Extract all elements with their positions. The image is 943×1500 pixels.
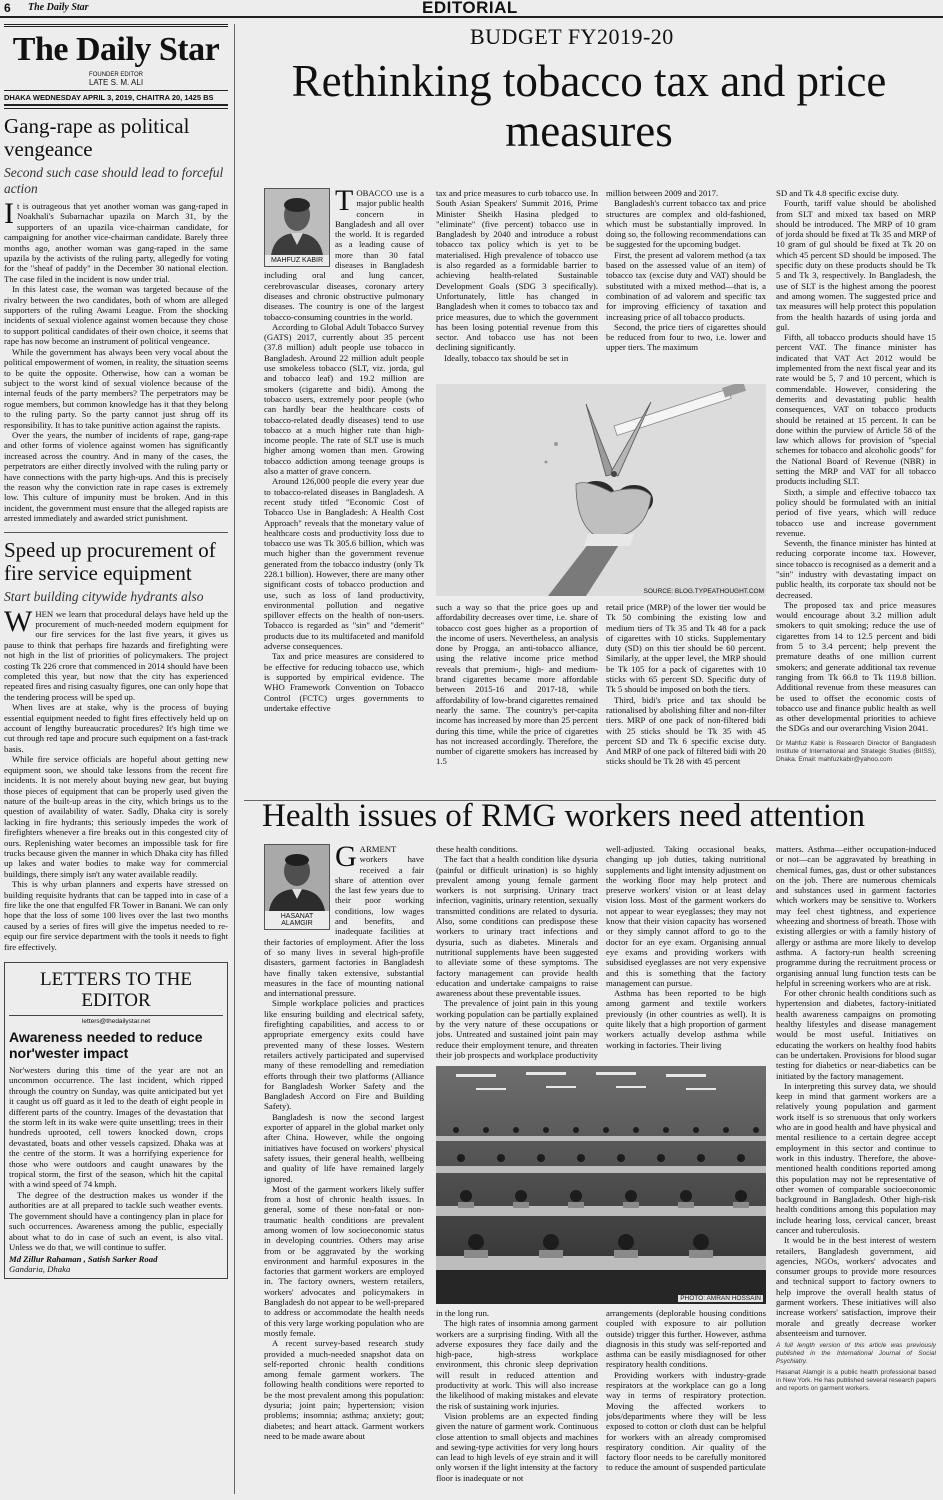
article-column	[264, 188, 424, 793]
article-paragraph: Bangladesh is now the second largest exporter of apparel in the global market only after China. However, while the ongoing initiatives have focused on workers' physical safety issues, their general health, wellbeing and quality of life have remained largely ignored.	[264, 1111, 424, 1184]
letters-box	[4, 962, 228, 1279]
article-paragraph: Ideally, tobacco tax should be set in	[444, 352, 569, 363]
portrait-icon	[265, 845, 329, 911]
article-paragraph: Second, the price tiers of cigarettes should be reduced from four to two, i.e. lower and upper tiers. The maximum	[606, 321, 766, 353]
page-number: 6	[4, 1, 11, 15]
article-column	[436, 1308, 598, 1494]
letter-paragraph: The degree of the destruction makes us wonder if the authorities are at all prepared to tackle such weather events. The government should have a contingency plan in place for such occurrences. Awareness among the public, especially about what to do in case of such an event, is also vital. Unless we do that, we will continue to suffer.	[9, 1189, 223, 1252]
article-paragraph: GARMENT workers have received a fair share of attention over the last few years due to their poor working conditions, low wages and benefits, and inadequate facilities at their factories of employment. After the loss of so many lives in several high-profile disasters, garment factories in Bangladesh have finally taken extensive, substantial measures in the face of mounting national and international pressure.	[264, 844, 424, 999]
letter-paragraph: Nor'westers during this time of the year are not an uncommon occurrence. The last incident, which ripped through the country on Sunday, was quite anticipated but yet it caught us off guard as it led to the death of eight people in different parts of the country. Images of the devastation that the storm left in its wake were quite unsettling; trees in their hundreds uprooted, cell towers knocked down, crops devastated, boats and other vessels capsized. Dhaka was at the centre of the storm. It was a horrifying experience for those who were outdoors and caught unawares by the tropical storm, the first of the season, which hit the capital with a wind speed of 74 kmph.	[9, 1065, 223, 1190]
article-paragraph: First, the present ad valorem method (a tax based on the assessed value of an item) of tobacco tax (excise duty and VAT) should be substituted with a mixed method—that is, a combination of ad valorem and specific tax for improving efficiency of taxation and increasing price of all tobacco products.	[606, 249, 766, 322]
article-paragraph: tax and price measures to curb tobacco use. In South Asian Speakers' Summit 2016, Prime Minister Sheikh Hasina pledged to "eliminate" (five percent) tobacco use in Bangladesh by 2040 and introduce a robust tobacco tax policy which is yet to be materialised. High prevalence of tobacco use is also regarded as a formidable barrier to achieving health-related Sustainable Development Goals (SDG 3 specifically). Unfortunately, little has changed in Bangladesh when it comes to tobacco tax and price measures, due to which the government has been losing potential revenue from this sector. And tobacco use has not been declining significantly.	[436, 188, 598, 353]
article-column	[606, 1308, 766, 1494]
article-column	[606, 188, 766, 380]
article-paragraph: retail price (MRP) of the lower tier would be Tk 50 combining the existing low and medium tiers of Tk 35 and Tk 48 for a pack of cigarettes with 10 sticks. Supplementary duty (SD) on this tier should be 60 percent. Similarly, at the upper level, the MRP should be Tk 105 for a pack of cigarettes with 10 sticks with 65 percent SD. Specific duty of Tk 5 should be imposed on both the tiers.	[606, 602, 766, 695]
article-paragraph: Seventh, the finance minister has hinted at reducing corporate income tax. However, since tobacco is recognised as a demerit and a "sin" industry with devastating impact on public health, its corporate tax should not be decreased.	[776, 538, 936, 600]
masthead	[4, 24, 228, 109]
letter-body	[9, 1065, 223, 1252]
article-footnote: A full length version of this article was previously published in the International Journal of Social Psychiatry.	[776, 1342, 936, 1366]
author-tagline: Dr Mahfuz Kabir is Research Director of Bangladesh Institute of International and Strategic Studies (BIISS), Dhaka. Email: mahfuzkabir@yahoo.com	[776, 739, 936, 763]
author-bio: Hasanat Alamgir is a public health professional based in New York. He has published several research papers and reports on garment workers.	[776, 1369, 936, 1393]
author-photo	[265, 189, 329, 255]
article-paragraph: Around 126,000 people die every year due to tobacco-related diseases in Bangladesh. A recent study titled "Economic Cost of Tobacco Use in Bangladesh: A Health Cost Approach" reveals that the monetary value of healthcare costs and productivity loss due to tobacco use was Tk 305.6 billion, which was much higher than the government revenue generated from the tobacco industry (only Tk 228.1 billion). However, there are many other significant costs of tobacco production and use, such as loss of land productivity, environmental pollution and negative spillover effects on the health of non-users. Tobacco is regarded as "sin" and "demerit" products due to its multifaceted and manifold adverse consequences.	[264, 476, 424, 652]
article-paragraph: Most of the garment workers likely suffer from a host of chronic health issues. In general, some of these non-fatal or non-traumatic health conditions are prevalent among women of low socioeconomic status in developing countries. Others may arise from or be aggravated by the working environment and harmful exposures in the factories that garment workers are employed in. The factory owners, western retailers, workers' advocates and policymakers in Bangladesh do not appear to be well-prepared to address or accommodate the health needs of this very large working population who are mostly female.	[264, 1183, 424, 1338]
article-paragraph: Fifth, all tobacco products should have 15 percent VAT. The finance minister has indicated that VAT Act 2012 would be implemented from the next fiscal year and its rate would be 5, 7 and 10 percent, which is commendable. However, considering the demerits and devastating public health consequences, VAT on tobacco products should be retained at 15 percent. It can be done within the purview of Article 58 of the law which allows for provision of "special schemes for tobacco and alcoholic goods" for the National Board of Revenue (NBR) in setting the MRP and VAT for all tobacco products including SLT.	[776, 332, 936, 487]
letters-title: LETTERS TO THE EDITOR	[9, 963, 223, 1016]
section-label: EDITORIAL	[422, 0, 518, 17]
masthead-logo: The Daily Star	[12, 31, 220, 68]
article-column	[436, 844, 598, 1060]
illustration-credit: SOURCE: BLOG.TYPEATHOUGHT.COM	[643, 588, 764, 595]
founder-name: LATE S. M. ALI	[88, 78, 144, 87]
article-paragraph: such a way so that the price goes up and affordability decreases over time, i.e. share of tobacco cost goes higher as a proportion of the income of users. Nevertheless, an analysis done by Progga, an anti-tobacco alliance, using the relative income price method reveals that premium-, high- and medium-brand cigarettes became more affordable between 2015-16 and 2017-18, while affordability of low-brand cigarettes remained nearly the same. The country's per-capita income has increased by more than 25 percent during this time, while the price of cigarettes has not increased accordingly. Therefore, the number of cigarette smokers has increased by 1.5	[436, 602, 598, 767]
editorial-headline: Gang-rape as political vengeance	[4, 114, 190, 161]
letter-headline: Awareness needed to reduce nor'wester impact	[9, 1029, 203, 1061]
dropcap: T	[335, 188, 354, 217]
article-paragraph: The proposed tax and price measures would encourage about 3.2 million adult smokers to quit smoking; reduce the use of cigarettes from 14 to 12.5 percent and bidi from 5 to 3.4 percent; help prevent the premature deaths of one million current smokers; and generate additional tax revenue ranging from Tk 66.8 to Tk 119.8 billion. Additional revenue from these measures can be used to offset the economic costs of tobacco use and finance public health as well as other developmental priorities to achieve the SDGs and our overarching Vision 2041.	[776, 599, 936, 734]
article-column	[606, 844, 766, 1060]
illustration-cigarette-scissors	[436, 384, 766, 596]
dropcap: I	[4, 197, 14, 230]
photo-credit: PHOTO: AMRAN HOSSAIN	[680, 1295, 761, 1302]
author-box	[264, 844, 330, 930]
article-paragraph: Sixth, a simple and effective tobacco tax policy should be formulated with an initial period of five years, which will reduce tobacco use and increase government revenue.	[776, 486, 936, 538]
article-paragraph: According to Global Adult Tobacco Survey (GATS) 2017, currently about 35 percent (37.8 million) adult people use tobacco in Bangladesh. Around 22 million adult people use smokeless tobacco (SLT, viz. jorda, gul and tobacco leaf) and 19.2 million are smokers (cigarette and bidi). Among the tobacco users, extremely poor people (who can hardly bear the healthcare costs of tobacco-related deadly diseases) tend to use tobacco at a much higher rate than high-income people. The rate of SLT use is much higher among women than men. Growing tobacco addiction among teenage groups is also a matter of grave concern.	[264, 321, 424, 477]
article-paragraph: It would be in the best interest of western retailers, Bangladesh government, aid agencies, NGOs, workers' advocates and consumer groups to provide more resources and technical support to factory owners to help improve the overall health status of garment workers. These initiatives will also increase workers' satisfaction, improve their morale and greatly decrease worker absenteeism and turnover.	[776, 1235, 936, 1338]
editorial-headline: Speed up procurement of fire service equipment	[4, 537, 216, 585]
article-column	[436, 188, 598, 380]
scissors-cutting-cigarette-icon	[436, 384, 766, 596]
editorial-subhead: Second such case should lead to forceful action	[4, 165, 224, 196]
article-headline: Health issues of RMG workers need attention	[262, 798, 866, 834]
article-paragraph: Tax and price measures are considered to be effective for reducing tobacco use, which is supported by empirical evidence. The WHO Framework Convention on Tobacco Control (FCTC) urges governments to undertake effective	[264, 651, 424, 713]
dateline: DHAKA WEDNESDAY APRIL 3, 2019, CHAITRA 20, 1425 BS	[4, 90, 228, 106]
article-paragraph: Simple workplace policies and practices like ensuring building and electrical safety, firefighting capabilities, and access to or appropriate emergency exits could have prevented many of these losses. Western retailers actively participated and supervised many of these remodelling and remediation efforts through their two platforms (Alliance for Bangladesh Worker Safety and the Bangladesh Accord on Fire and Building Safety).	[264, 998, 424, 1112]
article-column	[776, 188, 936, 793]
article-headline: Rethinking tobacco tax and price measures	[291, 56, 887, 156]
editorial-paragraph: Over the years, the number of incidents of rape, gang-rape and other forms of violence against women has significantly increased across the country. And in many of the cases, the perpetrators are either directly involved with the ruling party or have connections with the party high-ups. And this is precisely the reason why the conviction rate in rape cases is extremely low. This culture of impunity must be broken. And in this incident, the government must ensure that the alleged rapists are arrested immediately and awarded strict punishment.	[4, 429, 228, 524]
article-column	[264, 844, 424, 1494]
header-paper-name: The Daily Star	[28, 2, 89, 13]
letter-signature: Md Zillur Rahaman , Satish Sarker Road	[9, 1254, 158, 1265]
article-column	[436, 602, 598, 794]
editorial-paragraph: This is why urban planners and experts have stressed on building requisite hydrants that can be tapped into in case of a fire like the one that engulfed FR Tower in Banani. We can only hope that the loss of some 100 lives over the last two months caused by a series of fires will give the impetus needed to re-equip our fire service department with the tools it needs to fight fire effectively.	[4, 879, 228, 952]
author-name: HASANAT ALAMGIR	[265, 911, 329, 929]
article-paragraph: For other chronic health conditions such as hypertension and diabetes, factory-initiated health awareness campaigns on promoting healthy lifestyles and disease management would be most useful. Initiatives on educating the workers on healthy food habits can be undertaken. Provisions for blood sugar testing for diabetics or near-diabetics can be initiated by the factory management.	[776, 988, 936, 1081]
article-paragraph: In interpreting this survey data, we should keep in mind that garment workers are a relatively young population and garment work itself is so strenuous that only workers who are in good health and have physical and mental resilience to a certain degree accept employment in this sector and continue to work in this industry. Therefore, the above-mentioned health conditions reported among this population may not be representative of other women of comparable socioeconomic background in Bangladesh. Other high-risk health conditions among this population may include hearing loss, cervical cancer, breast cancer and tuberculosis.	[776, 1080, 936, 1235]
article-paragraph: TOBACCO use is a major public health concern in Bangladesh and all over the world. It is regarded as a leading cause of more than 30 fatal diseases in Bangladesh including oral and lung cancer, cerebrovascular diseases, coronary artery diseases and chronic obstructive pulmonary diseases. The country is one of the largest tobacco-consuming countries in the world.	[264, 188, 424, 322]
founder-label: FOUNDER EDITOR	[89, 72, 143, 78]
letter-place: Gandaria, Dhaka	[9, 1264, 71, 1275]
article-paragraph: in the long run.	[436, 1308, 490, 1318]
article-paragraph: The prevalence of joint pain in this young working population can be partially explained by the very nature of these occupations or jobs. Untreated and sustained joint pain may reduce their employment tenure, and threaten their job prospects and workplace productivity	[436, 998, 598, 1060]
editorial-paragraph: It is outrageous that yet another woman was gang-raped in Noakhali's Subarnachar upazila on March 31, by the supporters of an upazila vice-chairman candidate, for campaigning for another vice-chairman candidate. Barely three months ago, another woman was gang-raped in the same upazila by the activists of the ruling party, allegedly for voting for the "sheaf of paddy" in the December 30 national election. The case filed in the incident is now under trial.	[4, 197, 228, 284]
article-paragraph: Third, bidi's price and tax should be rationalised by abolishing filter and non-filter tiers. MRP of one pack of non-filtered bidi with 25 sticks should be Tk 35 with 45 percent SD and Tk 6 specific excise duty. And MRP of one pack of filtered bidi with 20 sticks should be Tk 28 with 45 percent	[606, 694, 766, 767]
article-paragraph: matters. Asthma—either occupation-induced or not—can be aggravated by breathing in chemical fumes, gas, dust or other substances on the job. There are numerous chemicals and substances used in garment factories which workers may be sensitive to. Workers may feel chest tightness, and experience wheezing and shortness of breath. Those with existing allergies or with a family history of allergy or asthma are more likely to develop asthma. A factory-run health screening programme during the recruitment process or organising annual lung function tests can be helpful in screening workers who are at risk.	[776, 844, 936, 988]
garment-factory-icon	[436, 1066, 766, 1304]
article-paragraph: these health conditions.	[436, 844, 518, 854]
factory-floor-photo	[436, 1066, 766, 1304]
article-paragraph: million between 2009 and 2017.	[606, 188, 719, 198]
author-box	[264, 188, 330, 267]
editorial-paragraph: While the government has always been very vocal about the political empowerment of women, in reality, the situation seems to be quite the opposite. Otherwise, how can a woman be subject to the worst kind of sexual violence because of the internal feuds of the party members? The perpetrators may be rogue members, but common knowledge has it that they belong to the ruling party. So the party cannot just shrug off its responsibility. It has to take punitive action against the rapists.	[4, 346, 228, 430]
editorial-paragraph: While fire service officials are hopeful about getting new equipment soon, we should take lessons from the recent fire incidents. It is not merely about buying new gear, but buying those pieces of equipment that can be properly used given the nature of the built-up areas in the city, which brings us to the question of availability of water. Sadly, Dhaka city is sorely lacking in fire hydrants; this seriously impedes the work of firefighters whenever a fire breaks out in this congested city of ours. Replenishing water becomes an impossible task for fire trucks because given the manner in which Dhaka city has filled up lakes and water bodies to make way for commercial buildings, there simply isn't any water available readily.	[4, 754, 228, 879]
editorial-body	[4, 197, 228, 524]
editorial-gang-rape	[4, 115, 228, 524]
author-name: MAHFUZ KABIR	[265, 255, 329, 266]
article-column	[606, 602, 766, 794]
article-paragraph: Providing workers with industry-grade respirators at the workplace can go a long way in terms of respiratory protection. Moving the affected workers to jobs/departments where they will be less exposed to cotton or cloth dust can be helpful for workers with an already compromised respiratory condition. Air quality of the factory floor needs to be carefully monitored to reduce the amount of suspended particulate	[606, 1369, 766, 1473]
article-paragraph: The fact that a health condition like dysuria (painful or difficult urination) is so highly prevalent among young female garment workers is not surprising. Urinary tract infection, vaginitis, urinary retention, sexually transmitted conditions are related to dysuria. Also, some conditions can predispose these workers to urinary tract infections and dysuria, such as diabetes. Minerals and nutritional supplements have been suggested to alleviate some of these symptoms. The factory management can provide health education and undertake campaigns to raise awareness about these preventable issues.	[436, 854, 598, 999]
dropcap: W	[4, 604, 33, 638]
editorial-paragraph: WHEN we learn that procedural delays have held up the procurement of much-needed modern equipment for our fire services for the last five years, it gives us pause to think that perhaps fire hazards and firefighting were not high in the list of priorities of policymakers. The project costing Tk 226 crore that commenced in 2014 should have been completed this year, but now that the city has experienced repeated fires and rising casualty figures, one can only hope that the tendering process will be sped up.	[4, 604, 228, 702]
editorial-fire-service	[4, 539, 228, 952]
editorial-body	[4, 604, 228, 952]
article-kicker: BUDGET FY2019-20	[470, 24, 674, 49]
article-paragraph: arrangements (deplorable housing conditions coupled with exposure to air pollution outside) trigger this further. However, asthma diagnosis in this study was self-reported and asthma can be easily misdiagnosed for other respiratory health conditions.	[606, 1308, 766, 1370]
editorial-paragraph: In this latest case, the woman was targeted because of the rivalry between the two candidates, both of whom are alleged supporters of the ruling Awami League. From the shocking incidents of sexual violence against women because they chose to support political candidates of their own choice, it seems that rape has now become an instrument of political vengeance.	[4, 284, 228, 347]
article-paragraph: A recent survey-based research study provided a much-needed snapshot data on self-reported chronic health conditions among female garment workers. The following health conditions were reported to be the most prevalent among this population: dysuria; joint pain; hypertension; vision problems; insomnia; asthma; anxiety; gout; diabetes; and heart attack. Garment workers need to be made aware about	[264, 1338, 424, 1441]
dropcap: G	[335, 844, 357, 873]
portrait-icon	[265, 189, 329, 255]
column-rule	[234, 24, 235, 1494]
author-photo	[265, 845, 329, 911]
article-column	[776, 844, 936, 1494]
article-paragraph: Vision problems are an expected finding given the nature of garment work. Continuous close attention to small objects and machines and sewing-type activities for very long hours can lead to high levels of eye strain and it will only worsen if the light intensity at the factory floor is inadequate or not	[436, 1410, 598, 1483]
editorial-subhead: Start building citywide hydrants also	[4, 588, 204, 604]
editorial-paragraph: When lives are at stake, why is the process of buying essential equipment needed to fight fires effectively held up on account of lengthy bureaucratic procedures? It's high time we cut through red tape and procure such equipment on a fast-track basis.	[4, 702, 228, 754]
page-header-strip	[0, 0, 943, 18]
letters-email-link[interactable]: letters@thedailystar.net	[81, 1018, 151, 1025]
divider	[4, 532, 228, 533]
left-column	[4, 24, 228, 1494]
article-paragraph: The high rates of insomnia among garment workers are a surprising finding. With all the adverse exposures they face daily and the high-pace, high-stress workplace environment, this chronic sleep deprivation will result in reduced attention and productivity at work. This will also increase the likelihood of making mistakes and elevate the risk of sustaining work injuries.	[436, 1318, 598, 1411]
article-paragraph: Asthma has been reported to be high among garment and textile workers previously (in other countries as well). It is quite likely that a high proportion of garment workers actually develop asthma while working in factories. Their living	[606, 988, 766, 1050]
article-paragraph: Fourth, tariff value should be abolished from SLT and mixed tax based on MRP should be introduced. The MRP of 10 gram of jorda should be fixed at Tk 35 and MRP of 10 gram of gul should be fixed at Tk 20 on which 45 percent SD should be imposed. The specific duty on these products should be Tk 5 and Tk 3, respectively. In Bangladesh, the use of SLT is the highest among the poorest and among women. The suggested price and tax measures will help protect this population from the health hazards of using jorda and gul.	[776, 198, 936, 332]
article-paragraph: SD and Tk 4.8 specific excise duty.	[776, 188, 899, 198]
article-paragraph: well-adjusted. Taking occasional beaks, changing up job duties, taking nutritional supplements and light intensity adjustment on the working floor may help protect and preserve workers' vision or at least delay vision loss. Most of the garment workers do not appear to wear eyeglasses; they may not know that their vision capacity has worsened or they simply cannot afford to go to the doctor for an eye exam. Organising annual eye exams and providing workers with subsidised eyeglasses are not very expensive and this is something that the factory management can pursue.	[606, 844, 766, 988]
article-paragraph: Bangladesh's current tobacco tax and price structures are complex and old-fashioned, which must be substantially improved. In doing so, the following recommendations can be suggested for the upcoming budget.	[606, 198, 766, 250]
